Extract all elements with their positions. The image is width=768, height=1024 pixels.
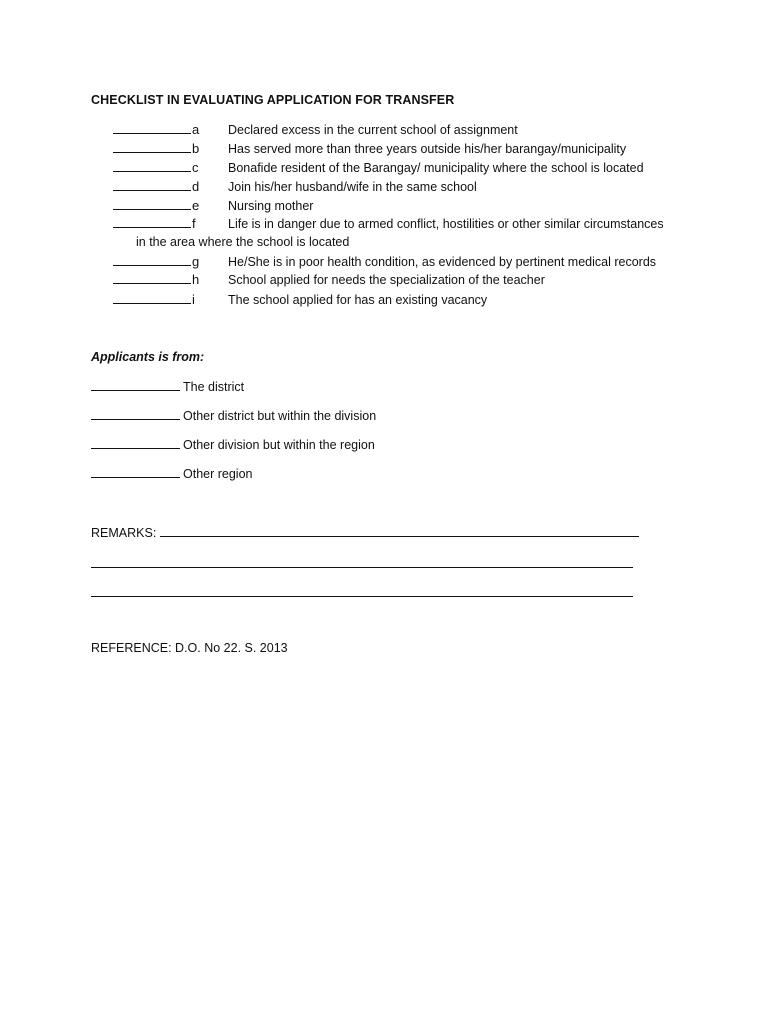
remarks-line-row-2 — [91, 556, 633, 568]
item-text: Has served more than three years outside his/her barangay/municipality — [228, 142, 627, 156]
remarks-line[interactable] — [91, 585, 633, 597]
item-text: Join his/her husband/wife in the same school — [228, 180, 477, 194]
item-letter: b — [192, 141, 200, 156]
fill-in-blank[interactable] — [113, 122, 191, 134]
remarks-line[interactable] — [91, 556, 633, 568]
item-text: Life is in danger due to armed conflict, hostilities or other similar circumstances — [228, 217, 664, 231]
origin-label: Other division but within the region — [183, 438, 375, 452]
fill-in-blank[interactable] — [113, 216, 191, 228]
fill-in-blank[interactable] — [113, 272, 191, 284]
remarks-line-row-3 — [91, 585, 633, 597]
item-text: Nursing mother — [228, 199, 314, 213]
fill-in-blank[interactable] — [91, 437, 180, 449]
item-letter: a — [192, 122, 200, 137]
item-letter: e — [192, 198, 200, 213]
remarks-label: REMARKS: — [91, 526, 157, 540]
item-letter: c — [192, 160, 199, 175]
fill-in-blank[interactable] — [113, 141, 191, 153]
fill-in-blank[interactable] — [91, 466, 180, 478]
item-letter: d — [192, 179, 200, 194]
checklist-item-a — [113, 122, 518, 138]
checklist-item-h — [113, 272, 545, 288]
item-letter: f — [192, 216, 196, 231]
origin-label: The district — [183, 380, 245, 394]
origin-option-other-region — [91, 466, 252, 481]
document-title: CHECKLIST IN EVALUATING APPLICATION FOR TRANSFER — [91, 93, 455, 107]
remarks-row — [91, 525, 639, 540]
fill-in-blank[interactable] — [113, 198, 191, 210]
remarks-line[interactable] — [160, 525, 639, 537]
checklist-item-b — [113, 141, 626, 157]
origin-label: Other district but within the division — [183, 409, 377, 423]
reference-text: REFERENCE: D.O. No 22. S. 2013 — [91, 641, 288, 655]
item-f-continuation: in the area where the school is located — [136, 235, 350, 249]
fill-in-blank[interactable] — [113, 254, 191, 266]
applicants-heading: Applicants is from: — [91, 350, 205, 364]
fill-in-blank[interactable] — [91, 408, 180, 420]
origin-option-other-district — [91, 408, 376, 423]
origin-option-other-division — [91, 437, 375, 452]
checklist-item-c — [113, 160, 644, 176]
checklist-item-i — [113, 292, 487, 308]
item-text: Declared excess in the current school of assignment — [228, 123, 518, 137]
item-letter: g — [192, 254, 200, 269]
fill-in-blank[interactable] — [113, 179, 191, 191]
item-letter: i — [192, 292, 195, 307]
origin-option-district — [91, 379, 244, 394]
item-text: He/She is in poor health condition, as evidenced by pertinent medical records — [228, 255, 657, 269]
item-letter: h — [192, 272, 200, 287]
checklist-item-f — [113, 216, 664, 232]
fill-in-blank[interactable] — [91, 379, 180, 391]
checklist-item-d — [113, 179, 477, 195]
fill-in-blank[interactable] — [113, 160, 191, 172]
checklist-item-g — [113, 254, 656, 270]
origin-label: Other region — [183, 467, 253, 481]
fill-in-blank[interactable] — [113, 292, 191, 304]
item-text: School applied for needs the specialization of the teacher — [228, 273, 545, 287]
item-text: The school applied for has an existing vacancy — [228, 293, 488, 307]
item-text: Bonafide resident of the Barangay/ municipality where the school is located — [228, 161, 644, 175]
checklist-item-e — [113, 198, 313, 214]
